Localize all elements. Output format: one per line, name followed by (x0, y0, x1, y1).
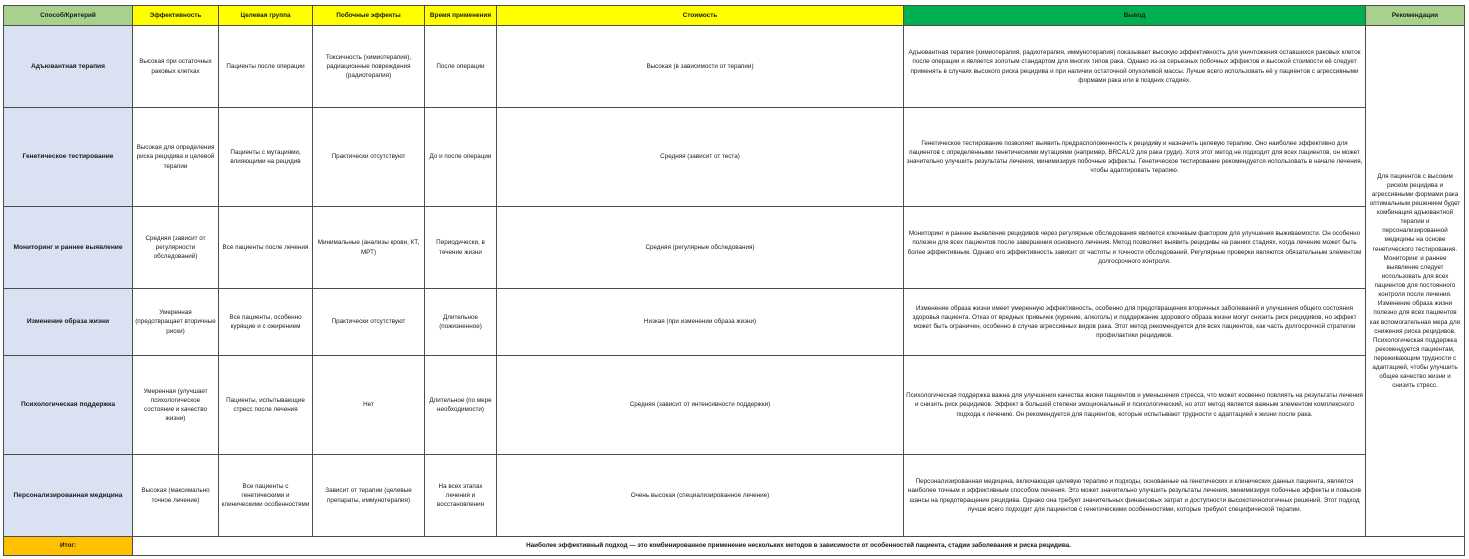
effectiveness-cell[interactable]: Высокая при остаточных раковых клетках (133, 26, 219, 108)
table-row (4, 26, 1465, 108)
side-effects-cell[interactable]: Зависит от терапии (целевые препараты, иммунотерапия) (313, 455, 425, 537)
target-cell[interactable]: Все пациенты с генетическими и клиническими особенностями (219, 455, 313, 537)
conclusion-cell[interactable]: Генетическое тестирование позволяет выявить предрасположенность к рецидиву и назначить целевую терапию. Оно наиболее эффективно для пациентов с определенными генетическими мутациями (например, BRCA1/2 для рака груди). Хотя этот метод не подходит для всех пациентов, он может значительно улучшить результаты лечения, минимизируя побочные эффекты. Генетическое тестирование рекомендуется использовать в начале лечения, чтобы адаптировать терапию. (904, 108, 1366, 207)
header-timing[interactable]: Время применения (425, 6, 497, 26)
conclusion-cell[interactable]: Адъювантная терапия (химиотерапия, радиотерапия, иммунотерапия) показывает высокую эффективность для уничтожения оставшихся раковых клеток после операции и является золотым стандартом для многих типов рака. Однако из-за серьезных побочных эффектов и высокой стоимости её следует применять в случаях высокого риска рецидива и при наличии остаточной опухолевой массы. Лучше всего использовать её у пациентов с агрессивными формами рака или в поздних стадиях. (904, 26, 1366, 108)
conclusion-cell[interactable]: Психологическая поддержка важна для улучшения качества жизни пациентов и уменьшения стресса, что может косвенно повлиять на результаты лечения и снизить риск рецидивов. Эффект в большей степени эмоциональный и психологический, но этот метод является важным элементом комплексного подхода к лечению. Он рекомендуется для пациентов, которые испытывают трудности с адаптацией к жизни после рака. (904, 356, 1366, 455)
table-row (4, 356, 1465, 455)
total-row (4, 537, 1465, 556)
target-cell[interactable]: Все пациенты после лечения (219, 207, 313, 289)
effectiveness-cell[interactable]: Умеренная (предотвращает вторичные риски) (133, 289, 219, 356)
side-effects-cell[interactable]: Минимальные (анализы крови, КТ, МРТ) (313, 207, 425, 289)
timing-cell[interactable]: Длительное (пожизненное) (425, 289, 497, 356)
total-label[interactable]: Итог: (4, 537, 133, 556)
recommendations-cell[interactable]: Для пациентов с высоким риском рецидива и агрессивными формами рака оптимальным решением будет комбинация адъювантной терапии и персонализированной медицины на основе генетического тестирования. Мониторинг и раннее выявление следует использовать для всех пациентов для постоянного контроля после лечения. Изменение образа жизни полезно для всех пациентов как вспомогательная мера для снижения риска рецидивов. Психологическая поддержка рекомендуется пациентам, переживающим трудности с адаптацией, чтобы улучшить общее качество жизни и снизить стресс. (1366, 26, 1465, 537)
header-side-effects[interactable]: Побочные эффекты (313, 6, 425, 26)
conclusion-cell[interactable]: Персонализированная медицина, включающая целевую терапию и подходы, основанные на генетических и клинических данных пациента, является наиболее точным и эффективным способом лечения. Это может значительно улучшить результаты лечения, минимизируя побочные эффекты и повысив шансы на предотвращение рецидива. Однако она требует значительных финансовых затрат и доступности высокотехнологичных решений. Этот подход лучше всего подходит для пациентов с генетическими особенностями, которые требуют специфической терапии. (904, 455, 1366, 537)
method-cell[interactable]: Генетическое тестирование (4, 108, 133, 207)
timing-cell[interactable]: На всех этапах лечения и восстановления (425, 455, 497, 537)
header-method[interactable]: Способ/Критерий (4, 6, 133, 26)
effectiveness-cell[interactable]: Высокая для определения риска рецидива и целевой терапии (133, 108, 219, 207)
side-effects-cell[interactable]: Нет (313, 356, 425, 455)
table-row (4, 108, 1465, 207)
method-cell[interactable]: Персонализированная медицина (4, 455, 133, 537)
header-effectiveness[interactable]: Эффективность (133, 6, 219, 26)
header-target-group[interactable]: Целевая группа (219, 6, 313, 26)
timing-cell[interactable]: До и после операции (425, 108, 497, 207)
target-cell[interactable]: Все пациенты, особенно курящие и с ожирением (219, 289, 313, 356)
target-cell[interactable]: Пациенты с мутациями, влияющими на рецидив (219, 108, 313, 207)
total-summary[interactable]: Наиболее эффективный подход — это комбинированное применение нескольких методов в зависимости от особенностей пациента, стадии заболевания и риска рецидива. (133, 537, 1465, 556)
header-row (4, 6, 1465, 26)
cost-cell[interactable]: Низкая (при изменении образа жизни) (497, 289, 904, 356)
target-cell[interactable]: Пациенты после операции (219, 26, 313, 108)
timing-cell[interactable]: Периодически, в течение жизни (425, 207, 497, 289)
header-conclusion[interactable]: Вывод (904, 6, 1366, 26)
conclusion-cell[interactable]: Мониторинг и раннее выявление рецидивов через регулярные обследования является ключевым фактором для улучшения выживаемости. Он особенно полезен для всех пациентов после завершения основного лечения. Метод позволяет выявить рецидивы на ранних стадиях, когда лечение может быть более эффективным. Однако его эффективность зависит от частоты и точности обследований. Регулярные проверки являются обязательным элементом долгосрочного контроля. (904, 207, 1366, 289)
effectiveness-cell[interactable]: Высокая (максимально точное лечение) (133, 455, 219, 537)
method-cell[interactable]: Психологическая поддержка (4, 356, 133, 455)
cost-cell[interactable]: Средняя (зависит от интенсивности поддержки) (497, 356, 904, 455)
method-cell[interactable]: Мониторинг и раннее выявление (4, 207, 133, 289)
effectiveness-cell[interactable]: Средняя (зависит от регулярности обследований) (133, 207, 219, 289)
cost-cell[interactable]: Средняя (регулярные обследования) (497, 207, 904, 289)
timing-cell[interactable]: После операции (425, 26, 497, 108)
table-row (4, 455, 1465, 537)
conclusion-cell[interactable]: Изменение образа жизни имеет умеренную эффективность, особенно для предотвращения вторичных заболеваний и улучшения общего состояния здоровья пациента. Отказ от вредных привычек (курение, алкоголь) и поддержание здорового образа жизни могут снизить риск рецидивов, но эффект может быть ограничен, особенно в случае агрессивных видов рака. Этот метод рекомендуется для всех пациентов, как часть долгосрочной стратегии профилактики рецидивов. (904, 289, 1366, 356)
table-row (4, 207, 1465, 289)
side-effects-cell[interactable]: Практически отсутствуют (313, 289, 425, 356)
header-recommendations[interactable]: Рекомендации (1366, 6, 1465, 26)
timing-cell[interactable]: Длительное (по мере необходимости) (425, 356, 497, 455)
method-cell[interactable]: Изменение образа жизни (4, 289, 133, 356)
header-cost[interactable]: Стоимость (497, 6, 904, 26)
cost-cell[interactable]: Средняя (зависит от теста) (497, 108, 904, 207)
table-row (4, 289, 1465, 356)
cost-cell[interactable]: Очень высокая (специализированное лечение) (497, 455, 904, 537)
cost-cell[interactable]: Высокая (в зависимости от терапии) (497, 26, 904, 108)
method-cell[interactable]: Адъювантная терапия (4, 26, 133, 108)
side-effects-cell[interactable]: Токсичность (химиотерапия), радиационные повреждения (радиотерапия) (313, 26, 425, 108)
comparison-table (3, 5, 1465, 556)
target-cell[interactable]: Пациенты, испытывающие стресс после лечения (219, 356, 313, 455)
side-effects-cell[interactable]: Практически отсутствуют (313, 108, 425, 207)
effectiveness-cell[interactable]: Умеренная (улучшает психологическое состояние и качество жизни) (133, 356, 219, 455)
